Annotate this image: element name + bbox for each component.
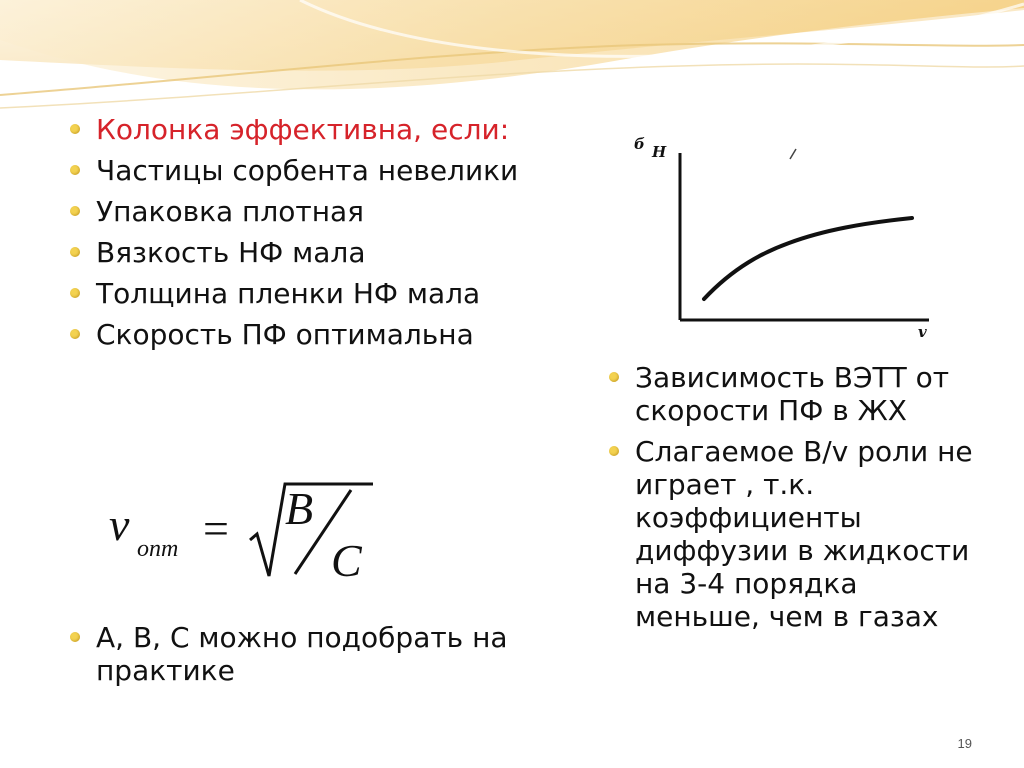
bullet-icon (70, 206, 80, 216)
graph-extra-label: б (634, 135, 645, 153)
bullet-icon (609, 372, 619, 382)
page-number: 19 (957, 736, 972, 751)
list-item (66, 236, 526, 269)
list-item-text: Упаковка плотная (96, 195, 364, 228)
list-item-text: Колонка эффективна, если: (96, 113, 510, 146)
list-item (66, 318, 526, 351)
list-item (66, 154, 526, 187)
explanation-list (605, 361, 990, 641)
list-item-text: Толщина пленки НФ мала (96, 277, 481, 310)
list-item-text: A, B, C можно подобрать на практике (96, 621, 508, 687)
list-item (605, 435, 990, 633)
list-item-text: Скорость ПФ оптимальна (96, 318, 474, 351)
list-item-text: Вязкость НФ мала (96, 236, 366, 269)
list-item (66, 277, 526, 310)
list-item-text: Зависимость ВЭТТ от скорости ПФ в ЖХ (635, 361, 950, 427)
bullet-icon (70, 165, 80, 175)
list-item (66, 113, 526, 146)
practice-list (66, 621, 526, 695)
list-item (605, 361, 990, 427)
decorative-banner (0, 0, 1024, 130)
list-item (66, 195, 526, 228)
bullet-icon (70, 247, 80, 257)
conditions-list (66, 113, 526, 359)
bullet-icon (609, 446, 619, 456)
formula-denominator: C (331, 535, 362, 586)
formula-numerator: B (285, 483, 314, 534)
list-item (66, 621, 526, 687)
list-item-text: Частицы сорбента невелики (96, 154, 519, 187)
bullet-icon (70, 329, 80, 339)
formula-equals: = (203, 503, 229, 554)
formula-subscript: опт (137, 536, 179, 562)
bullet-icon (70, 288, 80, 298)
graph-y-label: H (652, 143, 667, 161)
optimal-velocity-formula (105, 478, 385, 588)
formula-v: v (109, 499, 130, 550)
bullet-icon (70, 124, 80, 134)
bullet-icon (70, 632, 80, 642)
hetp-velocity-graph (624, 127, 942, 341)
list-item-text: Слагаемое B/v роли не играет , т.к. коэффициенты диффузии в жидкости на 3-4 порядка меньше, чем в газах (635, 435, 973, 633)
graph-x-label: v (918, 323, 927, 341)
